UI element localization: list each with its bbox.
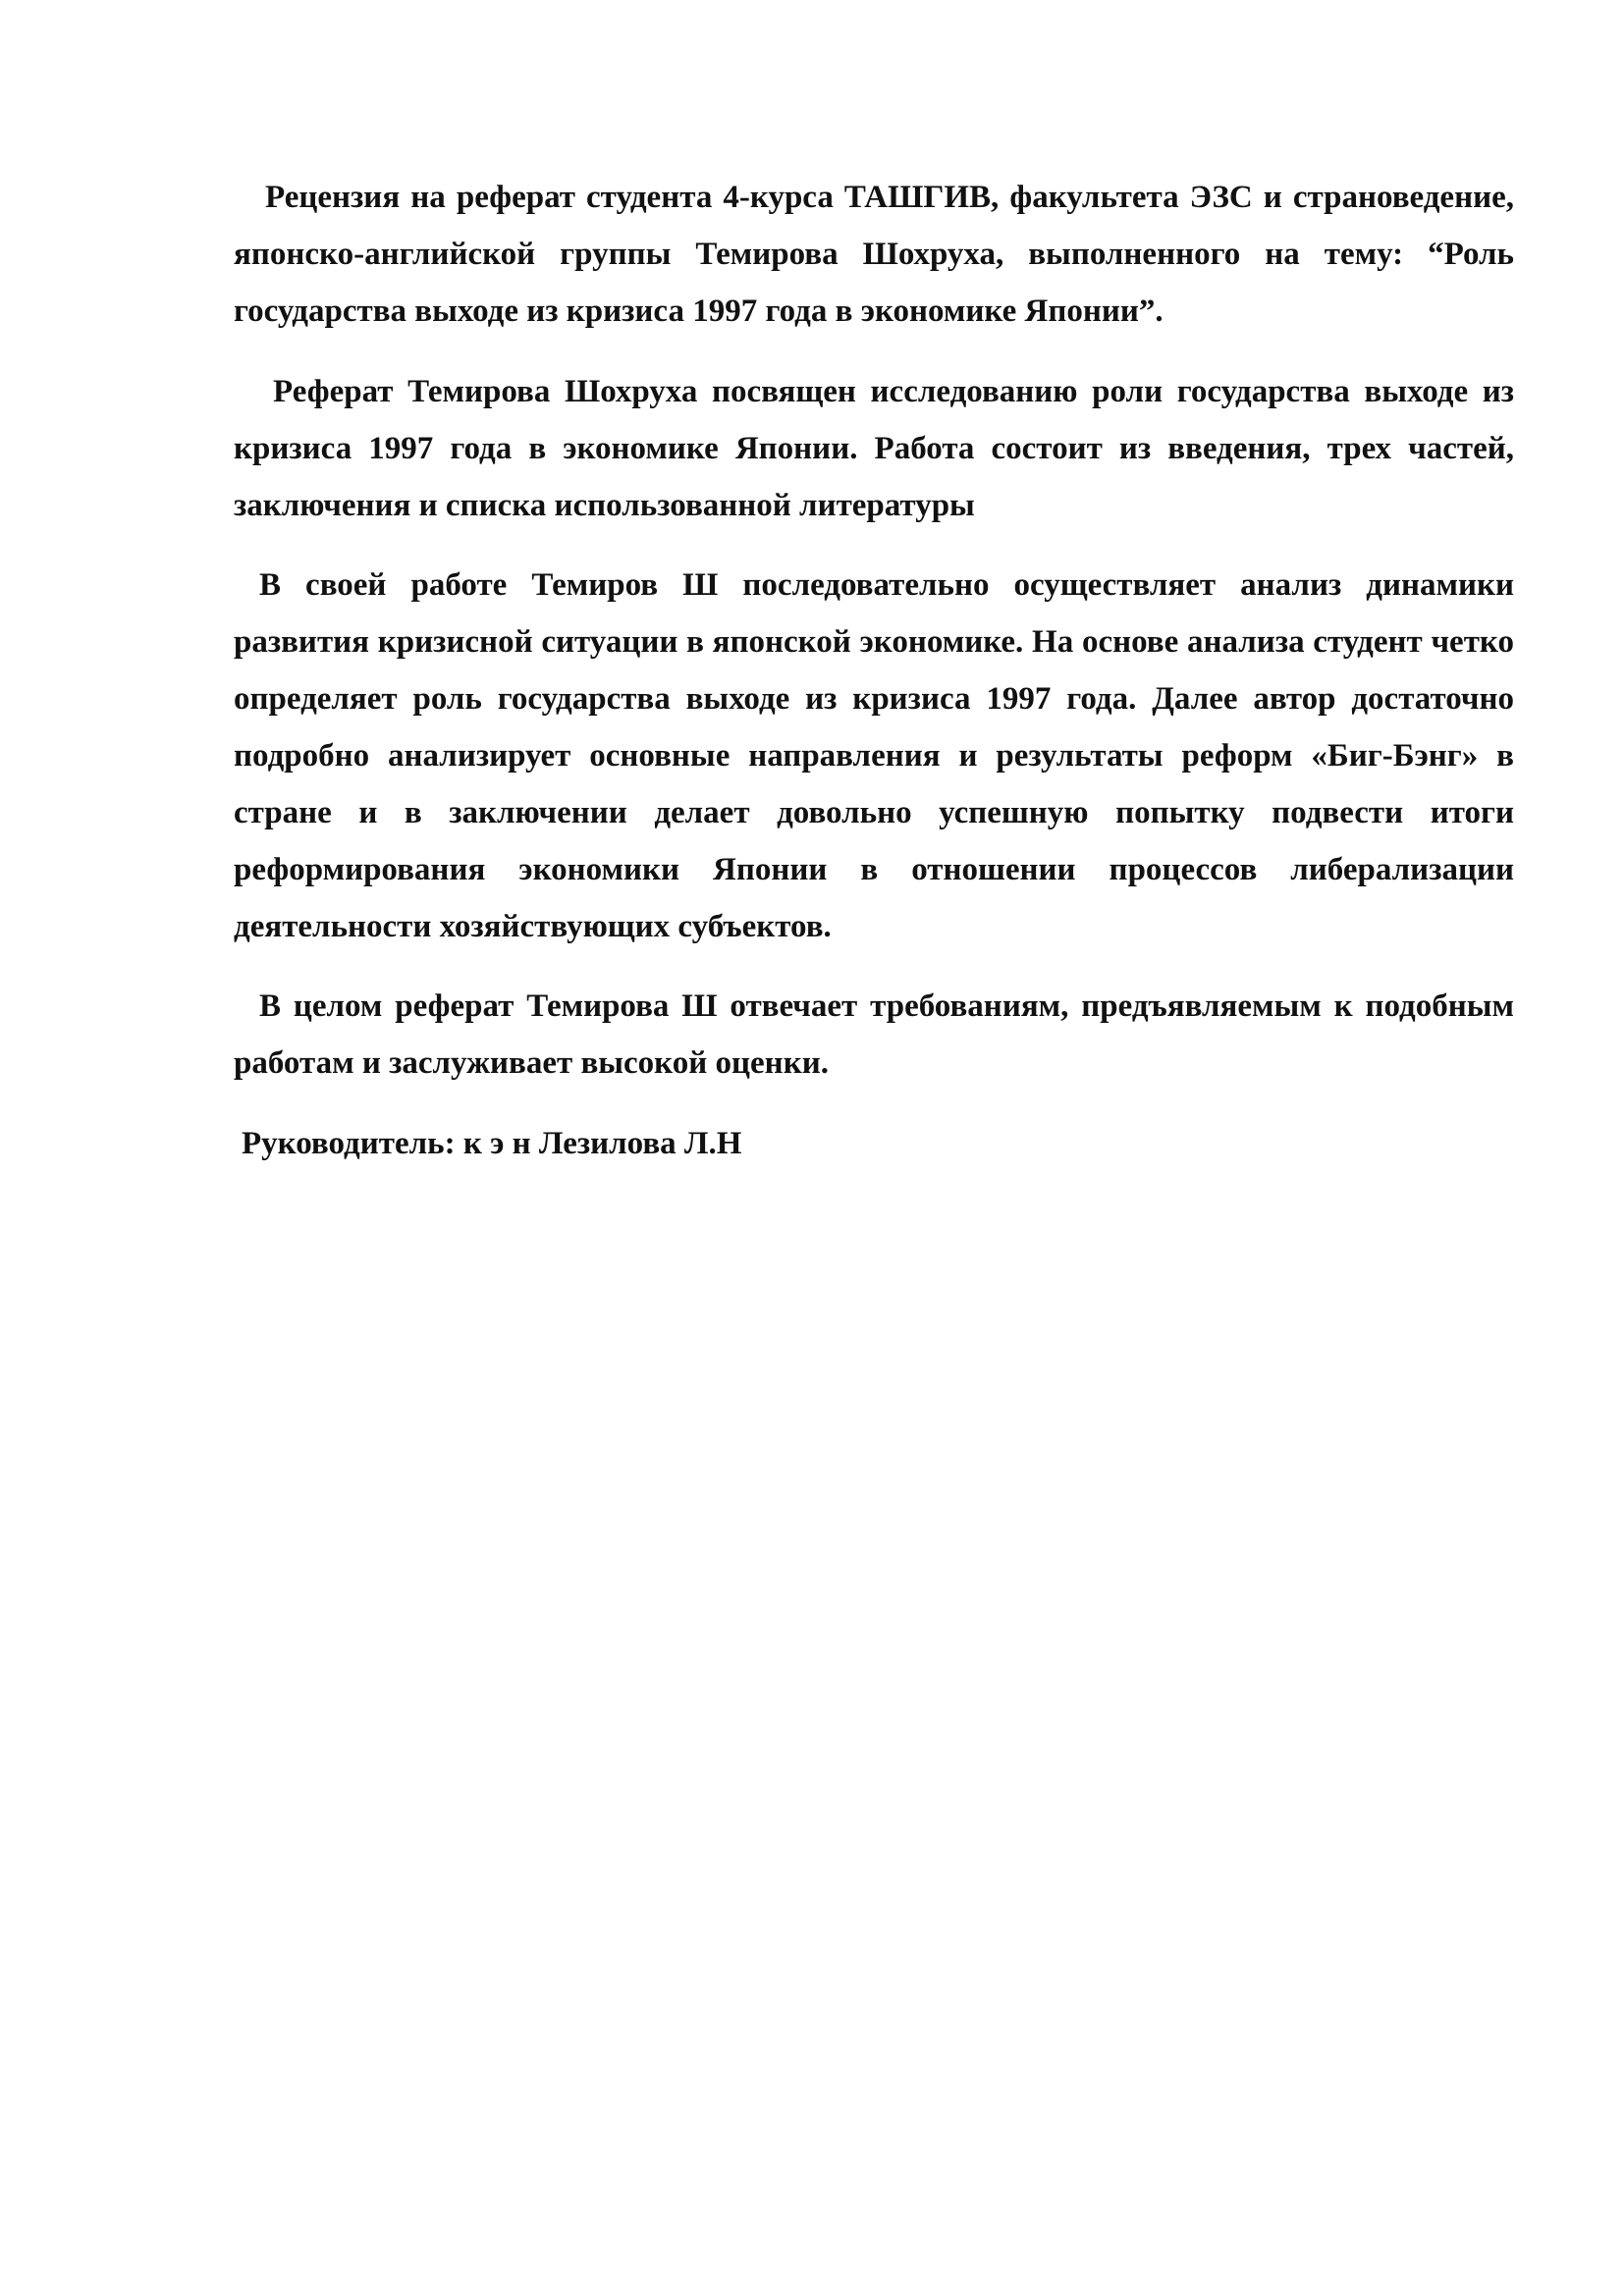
supervisor-signature: Руководитель: к э н Лезилова Л.Н <box>242 1126 742 1161</box>
review-analysis-paragraph: В своей работе Темиров Ш последовательно осуществляет анализ динамики развития кризисной ситуации в японской экономике. На основе анализа студент четко определяет роль государства выходе из кризиса 1997 года. Далее автор достаточно подробно анализирует основные направления и результаты реформ «Биг-Бэнг» в стране и в заключении делает довольно успешную попытку подвести итоги реформирования экономики Японии в отношении процессов либерализации деятельности хозяйствующих субъектов. <box>234 567 1514 944</box>
review-intro-paragraph: Реферат Темирова Шохруха посвящен исследованию роли государства выходе из кризиса 1997 года в экономике Японии. Работа состоит из введения, трех частей, заключения и списка использованной литературы <box>234 374 1514 523</box>
review-conclusion-paragraph: В целом реферат Темирова Ш отвечает требованиям, предъявляемым к подобным работам и заслуживает высокой оценки. <box>234 988 1514 1081</box>
review-title-paragraph: Рецензия на реферат студента 4-курса ТАШГИВ, факультета ЭЗС и страноведение, японско-английской группы Темирова Шохруха, выполненного на тему: “Роль государства выходе из кризиса 1997 года в экономике Японии”. <box>234 180 1514 329</box>
